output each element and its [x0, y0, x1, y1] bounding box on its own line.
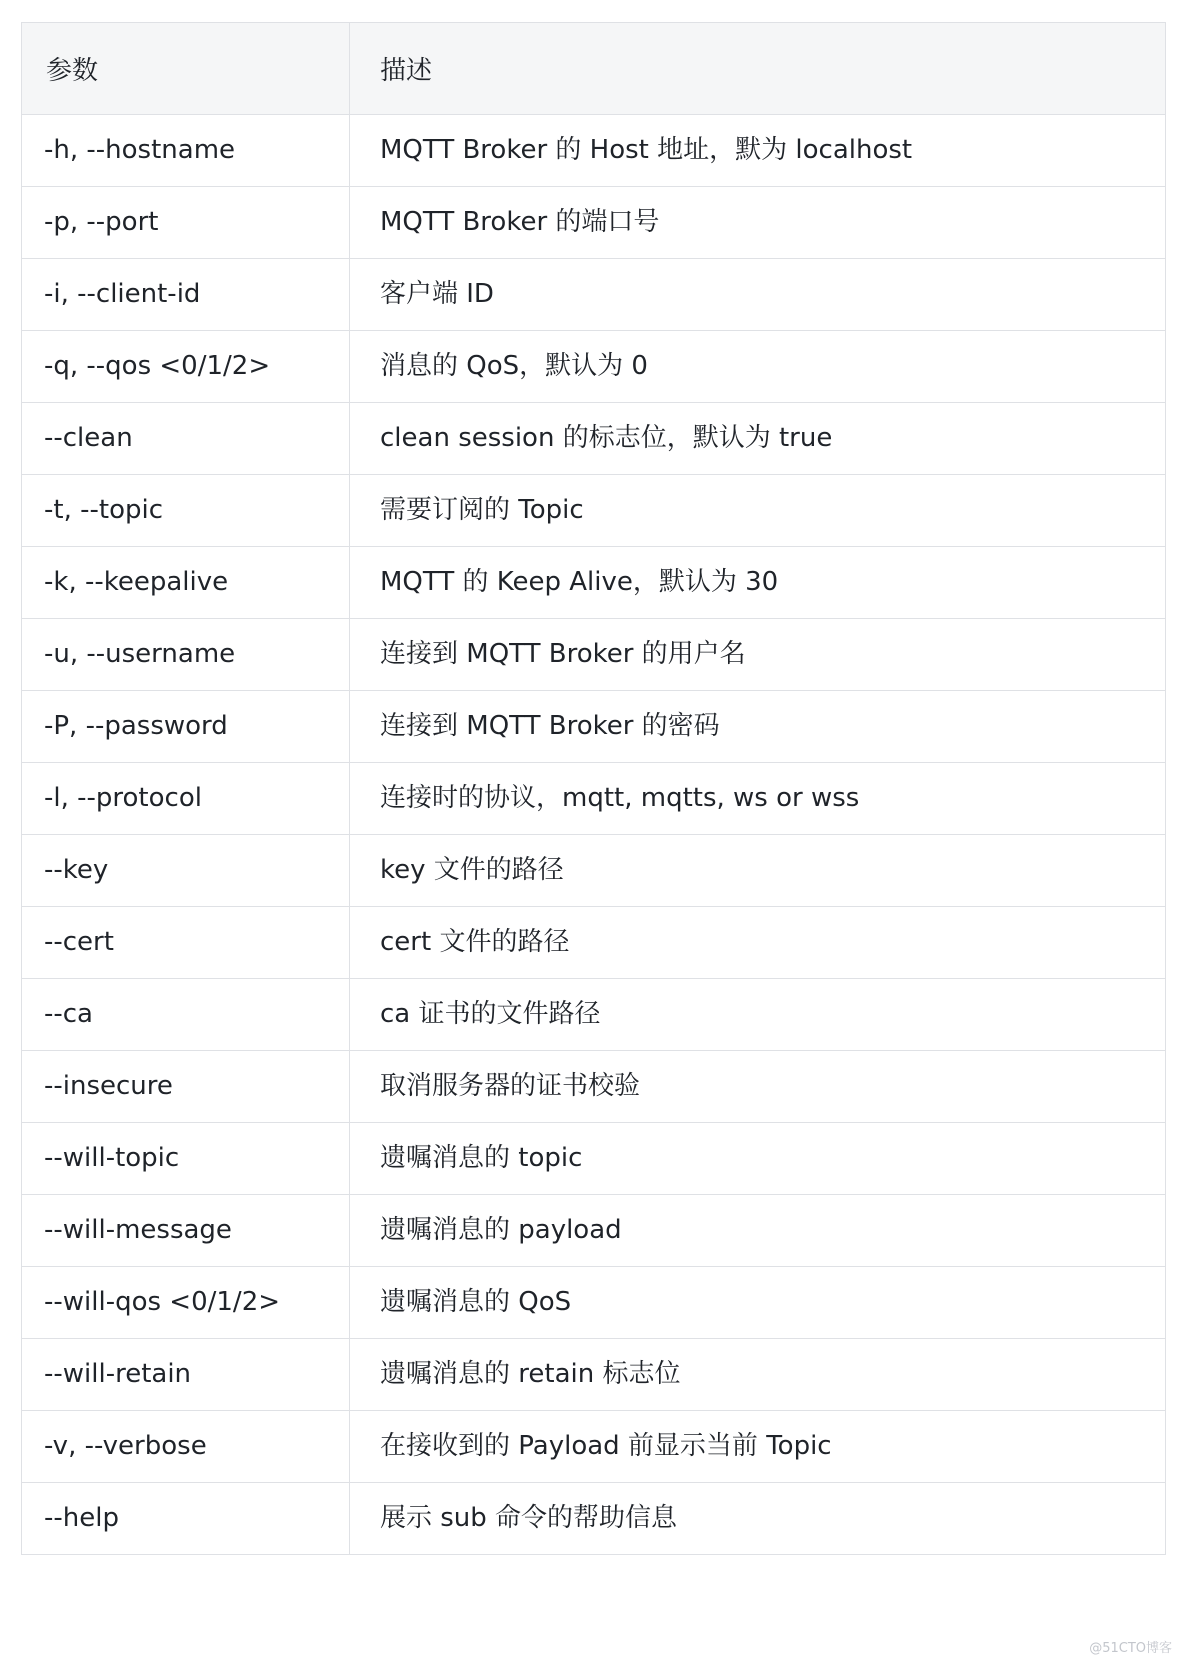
- param-cell: --will-qos <0/1/2>: [22, 1267, 350, 1339]
- table-row: [22, 331, 1166, 403]
- table-row: [22, 1195, 1166, 1267]
- description-cell: 展示 sub 命令的帮助信息: [350, 1483, 1166, 1555]
- param-cell: -h, --hostname: [22, 115, 350, 187]
- description-cell: MQTT Broker 的端口号: [350, 187, 1166, 259]
- header-param: 参数: [22, 23, 350, 115]
- table-row: [22, 1267, 1166, 1339]
- table-row: [22, 691, 1166, 763]
- param-cell: -p, --port: [22, 187, 350, 259]
- description-cell: 连接到 MQTT Broker 的密码: [350, 691, 1166, 763]
- table-row: [22, 187, 1166, 259]
- table-row: [22, 1411, 1166, 1483]
- table-row: [22, 619, 1166, 691]
- table-header: [22, 23, 1166, 115]
- table-row: [22, 763, 1166, 835]
- description-cell: 遗嘱消息的 topic: [350, 1123, 1166, 1195]
- table-row: [22, 1051, 1166, 1123]
- watermark: @51CTO博客: [1089, 1641, 1172, 1656]
- param-cell: -v, --verbose: [22, 1411, 350, 1483]
- param-cell: --will-message: [22, 1195, 350, 1267]
- param-cell: --key: [22, 835, 350, 907]
- param-cell: --clean: [22, 403, 350, 475]
- param-cell: -P, --password: [22, 691, 350, 763]
- description-cell: ca 证书的文件路径: [350, 979, 1166, 1051]
- table-row: [22, 835, 1166, 907]
- param-cell: --cert: [22, 907, 350, 979]
- table-body: [22, 115, 1166, 1555]
- param-cell: -k, --keepalive: [22, 547, 350, 619]
- param-cell: -i, --client-id: [22, 259, 350, 331]
- table-row: [22, 979, 1166, 1051]
- table-row: [22, 115, 1166, 187]
- param-cell: -t, --topic: [22, 475, 350, 547]
- description-cell: key 文件的路径: [350, 835, 1166, 907]
- table-row: [22, 403, 1166, 475]
- param-cell: --will-retain: [22, 1339, 350, 1411]
- description-cell: 需要订阅的 Topic: [350, 475, 1166, 547]
- description-cell: 连接时的协议，mqtt, mqtts, ws or wss: [350, 763, 1166, 835]
- description-cell: MQTT Broker 的 Host 地址，默为 localhost: [350, 115, 1166, 187]
- description-cell: 客户端 ID: [350, 259, 1166, 331]
- header-description: 描述: [350, 23, 1166, 115]
- table-row: [22, 1339, 1166, 1411]
- description-cell: 遗嘱消息的 QoS: [350, 1267, 1166, 1339]
- description-cell: 取消服务器的证书校验: [350, 1051, 1166, 1123]
- header-row: [22, 23, 1166, 115]
- description-cell: MQTT 的 Keep Alive，默认为 30: [350, 547, 1166, 619]
- param-cell: --help: [22, 1483, 350, 1555]
- table-row: [22, 1123, 1166, 1195]
- param-cell: -q, --qos <0/1/2>: [22, 331, 350, 403]
- description-cell: cert 文件的路径: [350, 907, 1166, 979]
- params-table: [21, 22, 1166, 1555]
- param-cell: -l, --protocol: [22, 763, 350, 835]
- param-cell: --will-topic: [22, 1123, 350, 1195]
- table-row: [22, 907, 1166, 979]
- description-cell: 消息的 QoS，默认为 0: [350, 331, 1166, 403]
- description-cell: 连接到 MQTT Broker 的用户名: [350, 619, 1166, 691]
- table-row: [22, 1483, 1166, 1555]
- description-cell: 遗嘱消息的 payload: [350, 1195, 1166, 1267]
- description-cell: clean session 的标志位，默认为 true: [350, 403, 1166, 475]
- table-row: [22, 259, 1166, 331]
- param-cell: --insecure: [22, 1051, 350, 1123]
- param-cell: --ca: [22, 979, 350, 1051]
- table-row: [22, 475, 1166, 547]
- description-cell: 遗嘱消息的 retain 标志位: [350, 1339, 1166, 1411]
- description-cell: 在接收到的 Payload 前显示当前 Topic: [350, 1411, 1166, 1483]
- table-row: [22, 547, 1166, 619]
- param-cell: -u, --username: [22, 619, 350, 691]
